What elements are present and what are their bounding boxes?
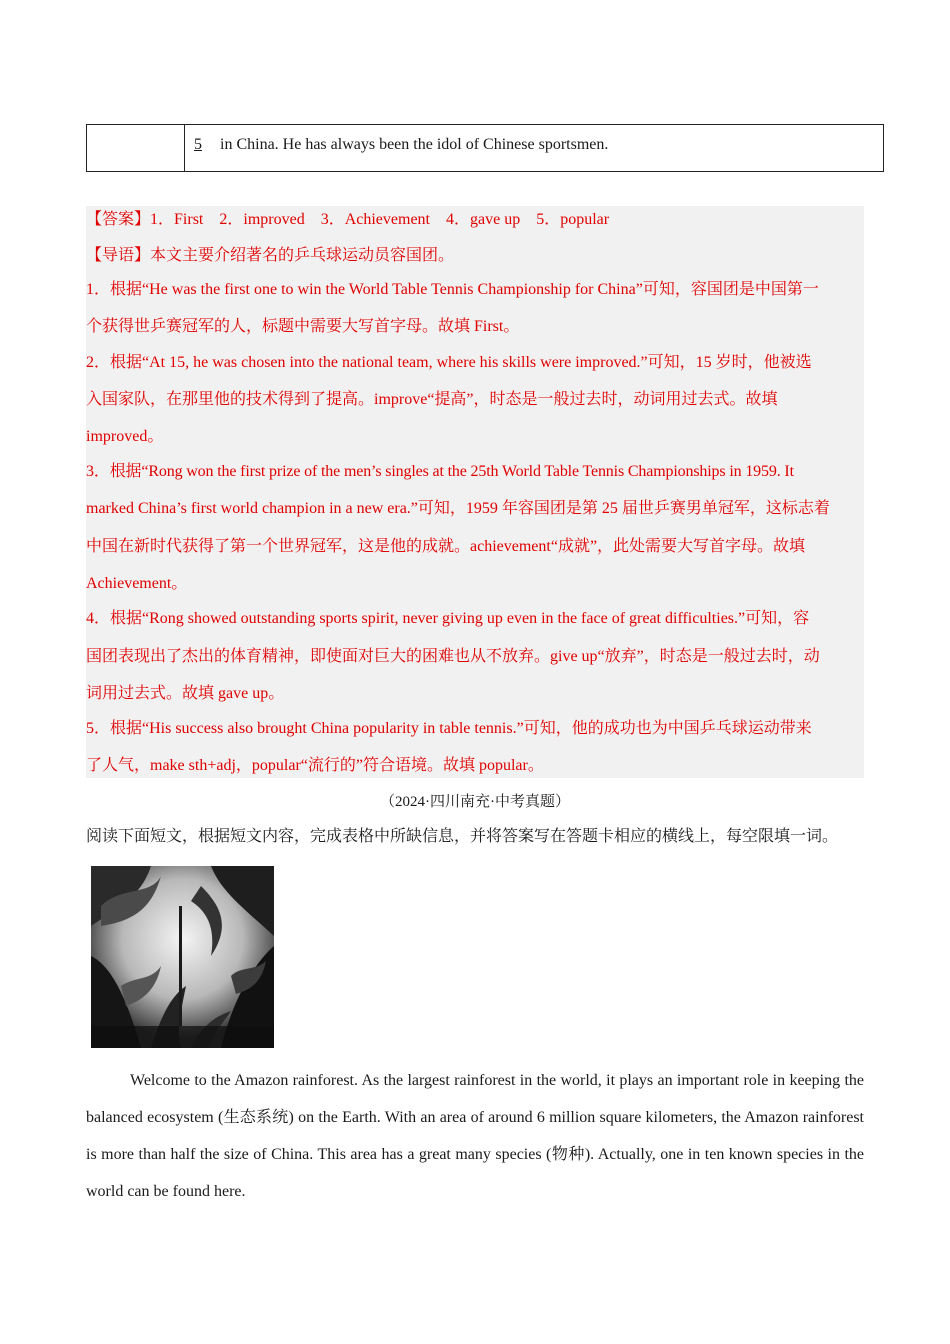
rainforest-illustration [91,866,274,1048]
explanation-line: improved。 [86,428,164,445]
instruction-text: 阅读下面短文，根据短文内容，完成表格中所缺信息，并将答案写在答题卡相应的横线上，每空限填一词。 [86,828,839,845]
guide-line: 【导语】本文主要介绍著名的乒乓球运动员容国团。 [86,247,455,264]
answer-item: 3．Achievement [320,211,431,228]
table-cell-right [185,125,883,171]
explanation-line: 3．根据“Rong won the first prize of the men’s singles at the 25th World Table Tennis Championships in 1959. It [86,463,794,480]
explanation-line: 2．根据“At 15, he was chosen into the national team, where his skills were improved.”可知，15 岁时，他被选 [86,354,812,371]
explanation-line: 国团表现出了杰出的体育精神，即使面对巨大的困难也从不放弃。give up“放弃”，时态是一般过去时，动 [86,648,820,665]
answer-item: 1．First [150,211,204,228]
answer-key [86,209,625,231]
explanation-line: 5．根据“His success also brought China popularity in table tennis.”可知，他的成功也为中国乒乓球运动带来 [86,720,812,737]
blank-number: 5 [194,136,202,153]
explanation-line: marked China’s first world champion in a new era.”可知，1959 年容国团是第 25 届世乒赛男单冠军，这标志着 [86,500,830,517]
explanation-line: 词用过去式。故填 gave up。 [86,685,285,702]
passage-text: Welcome to the Amazon rainforest. As the largest rainforest in the world, it plays an important role in keeping the balanced ecosystem (生态系统) on the Earth. With an area of around 6 million square kilometers, the Amazon rainforest is more than half the size of China. This area has a great many species (物种). Actually, one in ten known species in the world can be found here. [86,1072,864,1200]
explanation-line: Achievement。 [86,575,188,592]
explanation-line: 1．根据“He was the first one to win the World Table Tennis Championship for China”可知，容国团是中国第一 [86,281,819,298]
explanation-line: 中国在新时代获得了第一个世界冠军，这是他的成就。achievement“成就”，此处需要大写首字母。故填 [86,538,806,555]
answer-item: 5．popular [536,211,610,228]
question-source: （2024·四川南充·中考真题） [380,794,570,810]
explanation-line: 入国家队，在那里他的技术得到了提高。improve“提高”，时态是一般过去时，动词用过去式。故填 [86,391,778,408]
rainforest-image [91,866,274,1048]
answer-item: 4．gave up [446,211,521,228]
explanation-line: 了人气，make sth+adj，popular“流行的”符合语境。故填 popular。 [86,757,544,774]
explanation-line: 4．根据“Rong showed outstanding sports spirit, never giving up even in the face of great difficulties.”可知，容 [86,610,810,627]
answer-item: 2．improved [219,211,305,228]
answer-label: 【答案】 [86,211,151,228]
info-table-row [86,124,884,172]
table-cell-left [87,125,185,171]
table-cell-text: in China. He has always been the idol of Chinese sportsmen. [220,136,609,153]
explanation-line: 个获得世乒赛冠军的人，标题中需要大写首字母。故填 First。 [86,318,520,335]
reading-passage [86,1062,864,1210]
